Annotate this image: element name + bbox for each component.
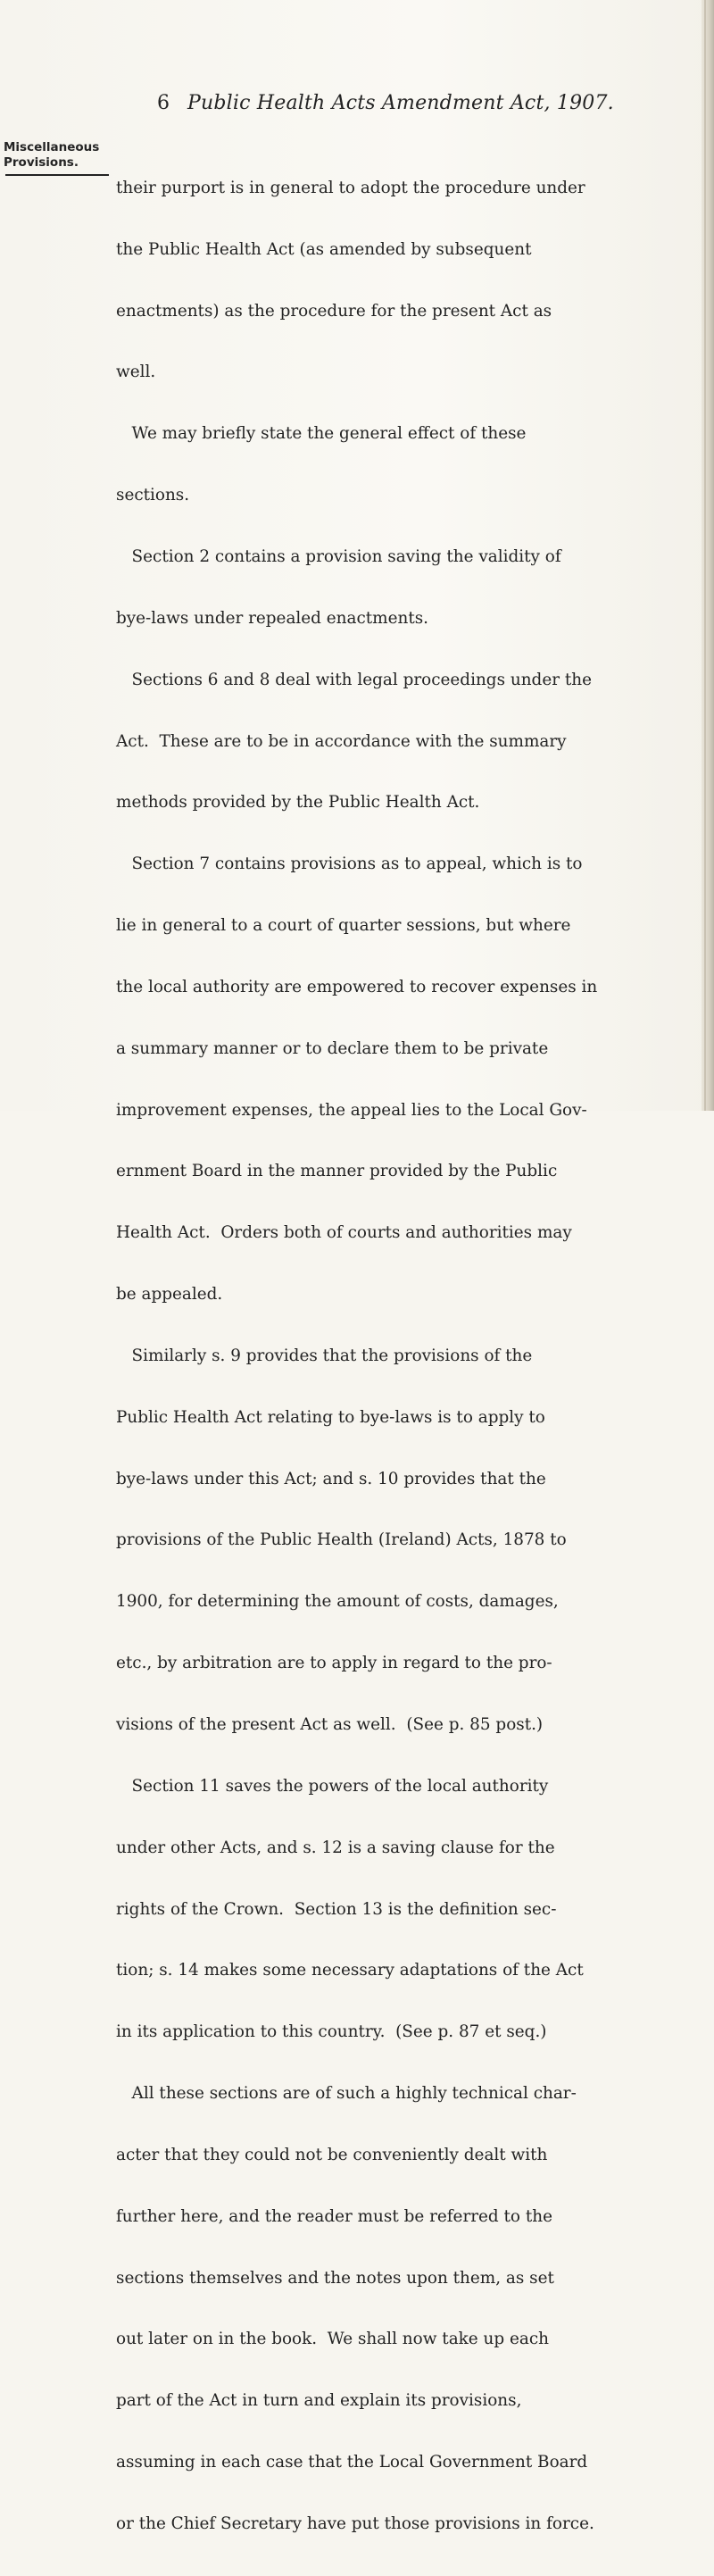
text-line: assuming in each case that the Local Government Board <box>116 2453 588 2472</box>
text-line: improvement expenses, the appeal lies to the Local Gov- <box>116 1100 587 1120</box>
text-line: provisions of the Public Health (Ireland) Acts, 1878 to <box>116 1530 567 1550</box>
text-line: 1900, for determining the amount of costs, damages, <box>116 1592 559 1612</box>
text-line: out later on in the book. We shall now take up each <box>116 2330 549 2349</box>
text-line: Public Health Act relating to bye-laws is to apply to <box>116 1407 545 1427</box>
text-line: lie in general to a court of quarter sessions, but where <box>116 916 571 936</box>
text-line: bye-laws under this Act; and s. 10 provides that the <box>116 1469 546 1488</box>
text-line: be appealed. <box>116 1285 223 1305</box>
text-line: bye-laws under repealed enactments. <box>116 608 429 628</box>
text-line: acter that they could not be conveniently dealt with <box>116 2145 548 2164</box>
text-line: sections. <box>116 486 190 505</box>
text-line: in its application to this country. (See p. 87 et seq.) <box>116 2022 547 2042</box>
text-line: the local authority are empowered to recover expenses in <box>116 977 598 996</box>
text-line: sections themselves and the notes upon them, as set <box>116 2268 554 2288</box>
text-line: part of the Act in turn and explain its provisions, <box>116 2391 522 2411</box>
margin-note <box>4 140 114 176</box>
text-line: enactments) as the procedure for the present Act as <box>116 301 552 321</box>
page-number: 6 <box>157 92 170 114</box>
text-line: or the Chief Secretary have put those provisions in force. <box>116 2513 594 2533</box>
text-line: ernment Board in the manner provided by the Public <box>116 1162 558 1181</box>
text-line: methods provided by the Public Health Act. <box>116 793 480 813</box>
book-edge-shadow <box>702 0 714 1111</box>
margin-note-rule <box>5 174 109 176</box>
text-line: tion; s. 14 makes some necessary adaptations of the Act <box>116 1961 584 1980</box>
text-line: well. <box>116 363 156 382</box>
text-line: further here, and the reader must be referred to the <box>116 2206 552 2226</box>
text-line: a summary manner or to declare them to be private <box>116 1038 549 1058</box>
text-line: etc., by arbitration are to apply in regard to the pro- <box>116 1654 552 1673</box>
text-line: visions of the present Act as well. (See p. 85 post.) <box>116 1715 544 1734</box>
text-line: Section 7 contains provisions as to appeal, which is to <box>116 854 583 874</box>
text-line: Similarly s. 9 provides that the provisions of the <box>116 1346 533 1365</box>
text-line: the Public Health Act (as amended by subsequent <box>116 239 532 259</box>
text-line: under other Acts, and s. 12 is a saving clause for the <box>116 1838 555 1857</box>
text-line: rights of the Crown. Section 13 is the definition sec- <box>116 1899 557 1919</box>
margin-note-line-2: Provisions. <box>4 155 79 170</box>
margin-note-line-1: Miscellaneous <box>4 140 100 154</box>
text-line: their purport is in general to adopt the procedure under <box>116 178 585 197</box>
page-header <box>0 86 714 121</box>
text-line: Section 11 saves the powers of the local authority <box>116 1776 549 1796</box>
text-line: Act. These are to be in accordance with the summary <box>116 731 567 751</box>
text-line: We may briefly state the general effect of these <box>116 424 527 444</box>
running-title: Public Health Acts Amendment Act, 1907. <box>187 92 614 114</box>
text-line: Health Act. Orders both of courts and authorities may <box>116 1223 572 1243</box>
text-line: All these sections are of such a highly technical char- <box>116 2084 577 2104</box>
body-text <box>116 138 687 2576</box>
text-line: Sections 6 and 8 deal with legal proceedings under the <box>116 670 592 689</box>
text-line: Section 2 contains a provision saving the validity of <box>116 546 561 566</box>
